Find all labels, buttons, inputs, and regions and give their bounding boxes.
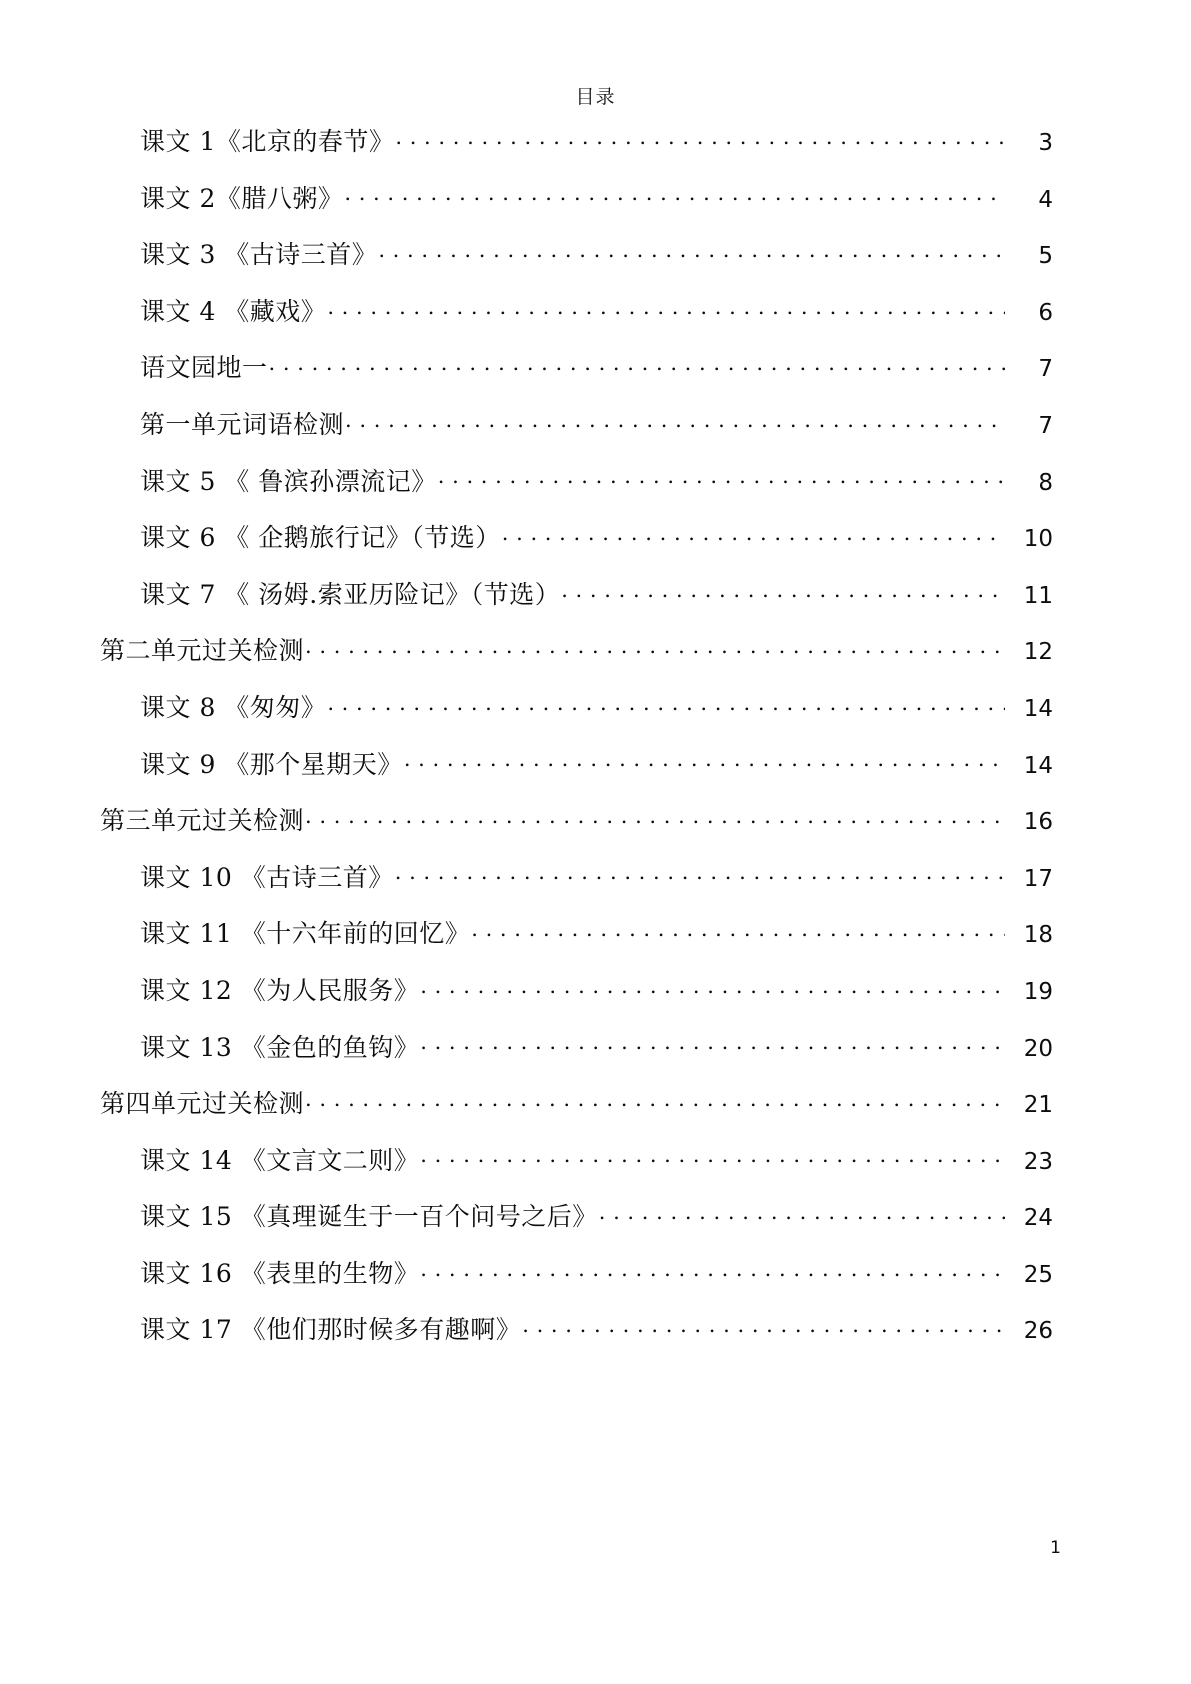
table-of-contents <box>0 122 1191 1367</box>
toc-entry[interactable] <box>0 179 1191 236</box>
toc-entry-label: 课文 11 《十六年前的回忆》 <box>140 919 471 949</box>
dot-leader <box>502 521 1005 546</box>
toc-entry-label: 课文 3 《古诗三首》 <box>140 240 378 270</box>
toc-entry[interactable] <box>0 518 1191 575</box>
dot-leader <box>395 125 1005 150</box>
toc-entry-label: 课文 4 《藏戏》 <box>140 296 327 326</box>
toc-entry-page-number: 10 <box>1023 526 1053 553</box>
toc-entry-page-number: 5 <box>1038 243 1053 270</box>
dot-leader <box>345 408 1005 433</box>
toc-entry-page-number: 24 <box>1023 1205 1053 1232</box>
toc-entry-page-number: 25 <box>1023 1261 1053 1288</box>
toc-entry-label: 课文 6 《 企鹅旅行记》（节选） <box>140 523 501 553</box>
dot-leader <box>420 1031 1005 1056</box>
toc-entry[interactable] <box>0 1028 1191 1085</box>
toc-entry-page-number: 4 <box>1038 186 1053 213</box>
toc-entry-page-number: 18 <box>1023 922 1053 949</box>
dot-leader <box>420 1144 1005 1169</box>
toc-entry-label: 课文 15 《真理诞生于一百个问号之后》 <box>140 1202 598 1232</box>
dot-leader <box>420 1257 1005 1282</box>
toc-entry-label: 课文 10 《古诗三首》 <box>140 862 394 892</box>
footer-page-number: 1 <box>1050 1538 1061 1558</box>
dot-leader <box>438 465 1005 490</box>
toc-entry-label: 课文 14 《文言文二则》 <box>140 1145 420 1175</box>
toc-entry-label: 第四单元过关检测 <box>100 1089 305 1119</box>
toc-entry[interactable] <box>0 1197 1191 1254</box>
toc-entry-label: 课文 16 《表里的生物》 <box>140 1258 420 1288</box>
toc-entry-label: 课文 1《北京的春节》 <box>140 127 395 156</box>
toc-entry-page-number: 21 <box>1023 1092 1053 1119</box>
dot-leader <box>471 917 1005 942</box>
toc-entry[interactable] <box>0 348 1191 405</box>
toc-entry-page-number: 12 <box>1023 639 1053 666</box>
toc-entry-label: 第一单元词语检测 <box>140 409 345 439</box>
dot-leader <box>327 295 1005 320</box>
toc-entry-page-number: 16 <box>1023 809 1053 836</box>
toc-entry-page-number: 3 <box>1038 130 1053 156</box>
dot-leader <box>305 804 1005 829</box>
toc-entry[interactable] <box>0 1084 1191 1141</box>
dot-leader <box>395 861 1005 886</box>
toc-entry-page-number: 17 <box>1023 865 1053 892</box>
toc-entry[interactable] <box>0 405 1191 462</box>
toc-entry-page-number: 6 <box>1038 299 1053 326</box>
toc-entry[interactable] <box>0 462 1191 519</box>
toc-entry-label: 第三单元过关检测 <box>100 806 305 836</box>
toc-entry-label: 第二单元过关检测 <box>100 636 305 666</box>
toc-entry[interactable] <box>0 1254 1191 1311</box>
dot-leader <box>305 634 1005 659</box>
toc-entry[interactable] <box>0 801 1191 858</box>
toc-entry-page-number: 14 <box>1023 752 1053 779</box>
toc-entry-label: 课文 7 《 汤姆.索亚历险记》（节选） <box>140 579 561 609</box>
dot-leader <box>269 351 1005 376</box>
dot-leader <box>378 238 1005 263</box>
toc-entry-label: 课文 5 《 鲁滨孙漂流记》 <box>140 466 437 496</box>
page-title: 目录 <box>575 86 616 108</box>
toc-entry[interactable] <box>0 235 1191 292</box>
toc-entry[interactable] <box>0 858 1191 915</box>
toc-entry-label: 课文 17 《他们那时候多有趣啊》 <box>140 1315 522 1345</box>
toc-entry-page-number: 23 <box>1023 1148 1053 1175</box>
toc-entry-page-number: 20 <box>1023 1035 1053 1062</box>
toc-entry[interactable] <box>0 292 1191 349</box>
toc-entry-label: 课文 13 《金色的鱼钩》 <box>140 1032 420 1062</box>
toc-entry-page-number: 19 <box>1023 978 1053 1005</box>
toc-entry[interactable] <box>0 575 1191 632</box>
dot-leader <box>305 1087 1005 1112</box>
toc-entry[interactable] <box>0 631 1191 688</box>
toc-entry[interactable] <box>0 1310 1191 1367</box>
toc-entry[interactable] <box>0 971 1191 1028</box>
dot-leader <box>404 748 1005 773</box>
dot-leader <box>420 974 1005 999</box>
toc-entry[interactable] <box>0 914 1191 971</box>
dot-leader <box>344 182 1005 207</box>
dot-leader <box>327 691 1005 716</box>
toc-entry-label: 课文 8 《匆匆》 <box>140 692 327 722</box>
toc-entry-page-number: 8 <box>1038 469 1053 496</box>
dot-leader <box>561 578 1005 603</box>
toc-entry[interactable] <box>0 1141 1191 1198</box>
dot-leader <box>599 1200 1005 1225</box>
toc-entry-page-number: 7 <box>1038 356 1053 383</box>
toc-entry-label: 语文园地一 <box>140 353 268 383</box>
toc-entry-page-number: 7 <box>1038 412 1053 439</box>
toc-entry-page-number: 26 <box>1023 1318 1053 1345</box>
toc-entry-label: 课文 2《腊八粥》 <box>140 183 344 213</box>
toc-entry[interactable] <box>0 122 1191 179</box>
toc-entry[interactable] <box>0 688 1191 745</box>
toc-entry[interactable] <box>0 745 1191 802</box>
dot-leader <box>522 1313 1005 1338</box>
toc-entry-page-number: 11 <box>1023 582 1053 609</box>
toc-entry-label: 课文 9 《那个星期天》 <box>140 749 403 779</box>
toc-entry-page-number: 14 <box>1023 695 1053 722</box>
toc-entry-label: 课文 12 《为人民服务》 <box>140 975 420 1005</box>
